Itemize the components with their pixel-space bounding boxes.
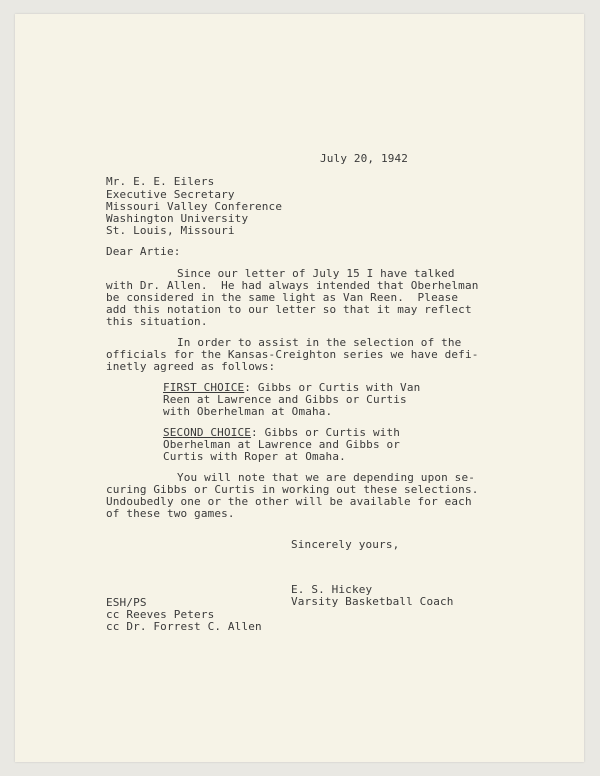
recipient-city: St. Louis, Missouri: [106, 224, 235, 237]
first-choice-line: Reen at Lawrence and Gibbs or Curtis: [163, 393, 407, 406]
paragraph-line: curing Gibbs or Curtis in working out these selections.: [106, 483, 479, 496]
typist-initials: ESH/PS: [106, 596, 147, 609]
letter-date: July 20, 1942: [320, 152, 409, 165]
paragraph-line: Since our letter of July 15 I have talked: [177, 267, 455, 280]
paragraph-line: inetly agreed as follows:: [106, 360, 276, 373]
first-choice-text: : Gibbs or Curtis with Van: [244, 381, 421, 394]
cc-line: cc Dr. Forrest C. Allen: [106, 620, 262, 633]
salutation: Dear Artie:: [106, 245, 181, 258]
second-choice-text: : Gibbs or Curtis with: [251, 426, 401, 439]
closing: Sincerely yours,: [291, 538, 400, 551]
paragraph-line: You will note that we are depending upon se-: [177, 471, 475, 484]
signer-name: E. S. Hickey: [291, 583, 373, 596]
signer-title: Varsity Basketball Coach: [291, 595, 454, 608]
paragraph-line: In order to assist in the selection of the: [177, 336, 462, 349]
second-choice-line: Curtis with Roper at Omaha.: [163, 450, 346, 463]
recipient-name: Mr. E. E. Eilers: [106, 175, 215, 188]
paragraph-line: of these two games.: [106, 507, 235, 520]
recipient-institution: Washington University: [106, 212, 249, 225]
recipient-title: Executive Secretary: [106, 188, 235, 201]
paragraph-line: this situation.: [106, 315, 208, 328]
paragraph-line: Undoubedly one or the other will be available for each: [106, 495, 472, 508]
paragraph-line: officials for the Kansas-Creighton series we have defi-: [106, 348, 479, 361]
first-choice-line: with Oberhelman at Omaha.: [163, 405, 333, 418]
paragraph-line: be considered in the same light as Van Reen. Please: [106, 291, 459, 304]
recipient-org: Missouri Valley Conference: [106, 200, 283, 213]
paragraph-line: add this notation to our letter so that it may reflect: [106, 303, 472, 316]
first-choice-label: FIRST CHOICE: [163, 381, 245, 394]
second-choice-label: SECOND CHOICE: [163, 426, 252, 439]
second-choice-line: Oberhelman at Lawrence and Gibbs or: [163, 438, 401, 451]
paragraph-line: with Dr. Allen. He had always intended that Oberhelman: [106, 279, 479, 292]
cc-line: cc Reeves Peters: [106, 608, 215, 621]
